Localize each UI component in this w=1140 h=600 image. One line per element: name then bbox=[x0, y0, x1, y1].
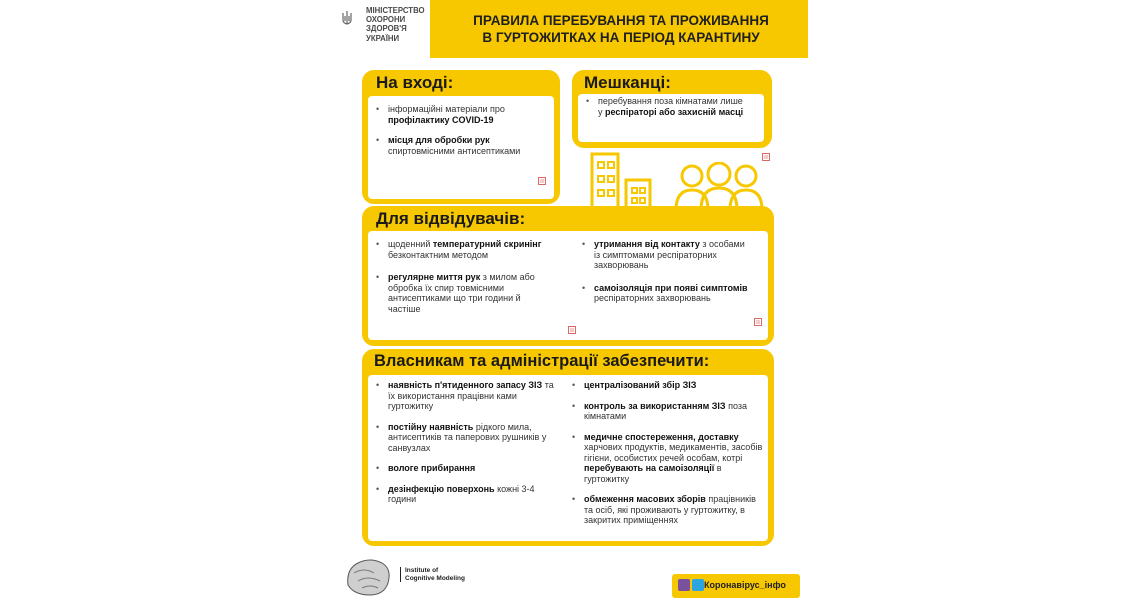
list-item: • контроль за використанням ЗІЗ поза кімнатами bbox=[570, 401, 764, 422]
residents-content bbox=[578, 94, 764, 142]
telegram-icon[interactable] bbox=[692, 579, 704, 591]
list-item: • місця для обробки рук спиртовмісними антисептиками bbox=[374, 135, 534, 156]
page-title: ПРАВИЛА ПЕРЕБУВАННЯ ТА ПРОЖИВАННЯ В ГУРТОЖИТКАХ НА ПЕРІОД КАРАНТИНУ bbox=[473, 13, 769, 45]
list-item: • регулярне миття рук з милом або обробка їх спир товмісними антисептиками що три години й частіше bbox=[374, 272, 554, 314]
entrance-content bbox=[368, 96, 554, 199]
corner-mark-icon bbox=[754, 318, 762, 326]
corona-info-label[interactable]: Коронавірус_інфо bbox=[704, 580, 786, 590]
owners-content bbox=[368, 375, 768, 541]
trident-icon bbox=[342, 10, 352, 26]
list-item: • інформаційні матеріали про профілактику COVID-19 bbox=[374, 104, 534, 125]
list-item: • щоденний температурний скринінг безконтактним методом bbox=[374, 239, 554, 260]
list-item: • наявність п'ятиденного запасу ЗІЗ та їх використання працівни ками гуртожитку bbox=[374, 380, 560, 412]
list-item: • постійну наявність рідкого мила, антисептиків та паперових рушників у санвузлах bbox=[374, 422, 560, 454]
residents-heading: Мешканці: bbox=[584, 73, 671, 92]
list-item: • вологе прибирання bbox=[374, 463, 560, 474]
list-item: • самоізоляція при появі симптомів респіраторних захворювань bbox=[580, 283, 750, 304]
institute-logo-icon bbox=[344, 555, 394, 597]
list-item: • централізований збір ЗІЗ bbox=[570, 380, 764, 391]
list-item: • медичне спостереження, доставку харчових продуктів, медикаментів, засобів гігієни, особистих речей особам, котрі перебувають на самоізоляції в гуртожитку bbox=[570, 432, 764, 485]
owners-heading: Власникам та адміністрації забезпечити: bbox=[374, 352, 710, 370]
list-item: • перебування поза кімнатами лише у респіраторі або захисній масці bbox=[584, 96, 744, 117]
visitors-content bbox=[368, 231, 768, 340]
poster bbox=[338, 0, 808, 600]
corner-mark-icon bbox=[568, 326, 576, 334]
building-icon bbox=[588, 150, 668, 210]
ministry-name: МІНІСТЕРСТВО ОХОРОНИ ЗДОРОВ'Я УКРАЇНИ bbox=[366, 6, 425, 43]
entrance-heading: На вході: bbox=[376, 73, 454, 92]
list-item: • обмеження масових зборів працівників та осіб, які проживають у гуртожитку, в закритих приміщеннях bbox=[570, 494, 764, 526]
list-item: • дезінфекцію поверхонь кожні 3-4 години bbox=[374, 484, 560, 505]
people-icon bbox=[674, 162, 764, 212]
visitors-heading: Для відвідувачів: bbox=[376, 209, 526, 228]
corner-mark-icon bbox=[762, 153, 770, 161]
corner-mark-icon bbox=[538, 177, 546, 185]
viber-icon[interactable] bbox=[678, 579, 690, 591]
list-item: • утримання від контакту з особами із симптомами респіраторних захворювань bbox=[580, 239, 750, 271]
institute-name: Institute of Cognitive Modeling bbox=[400, 567, 465, 582]
